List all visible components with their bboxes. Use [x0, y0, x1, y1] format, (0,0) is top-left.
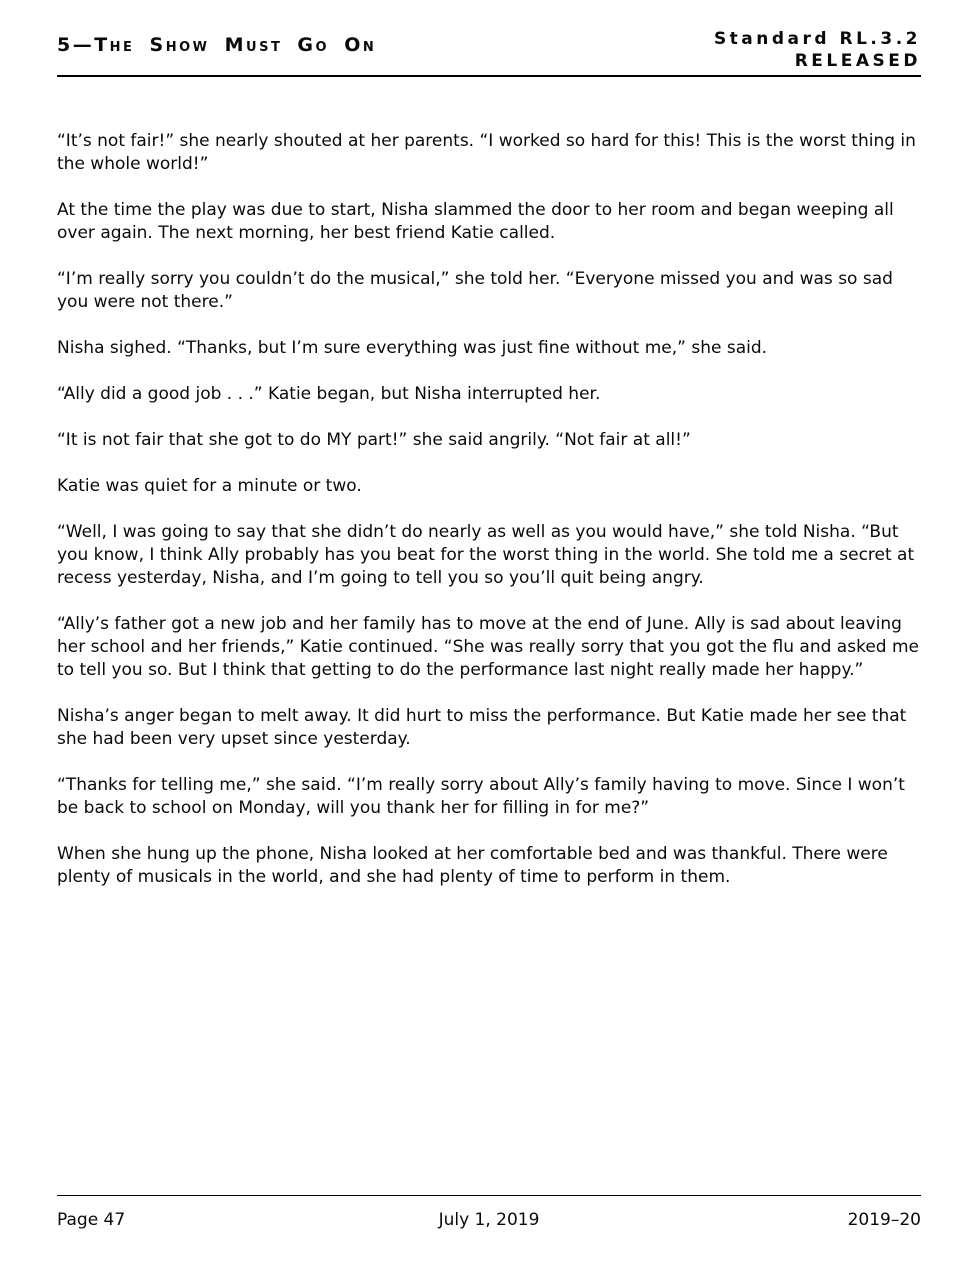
footer-school-year: 2019–20 [847, 1210, 921, 1230]
released-label: RELEASED [794, 51, 921, 71]
header-right-block [714, 28, 921, 72]
passage-paragraph: “Well, I was going to say that she didn’t do nearly as well as you would have,” she told Nisha. “But you know, I think Ally probably has you beat for the worst thing in the world. She told me a secret at recess yesterday, Nisha, and I’m going to tell you so you’ll quit being angry. [57, 522, 915, 588]
passage-paragraph: “Ally did a good job . . .” Katie began, but Nisha interrupted her. [57, 384, 601, 404]
passage-paragraph: “Ally’s father got a new job and her family has to move at the end of June. Ally is sad about leaving her school and her friends,” Katie continued. “She was really sorry that you got the flu and asked me to tell you so. But I think that getting to do the performance last night really made her happy.” [57, 614, 919, 680]
passage-paragraph: “It is not fair that she got to do MY part!” she said angrily. “Not fair at all!” [57, 430, 691, 450]
page-number: Page 47 [57, 1210, 126, 1230]
passage-paragraph: When she hung up the phone, Nisha looked at her comfortable bed and was thankful. There were plenty of musicals in the world, and she had plenty of time to perform in them. [57, 844, 888, 887]
passage-paragraph: Katie was quiet for a minute or two. [57, 476, 362, 496]
footer-date: July 1, 2019 [438, 1210, 540, 1230]
page-footer [57, 1195, 921, 1232]
passage-title: 5—The Show Must Go On [57, 34, 377, 56]
passage-paragraph: “It’s not fair!” she nearly shouted at her parents. “I worked so hard for this! This is the worst thing in the whole world!” [57, 131, 916, 174]
header-rule [57, 75, 921, 77]
passage-paragraph: At the time the play was due to start, Nisha slammed the door to her room and began weeping all over again. The next morning, her best friend Katie called. [57, 200, 894, 243]
footer-row [57, 1196, 921, 1232]
passage-paragraph: “Thanks for telling me,” she said. “I’m really sorry about Ally’s family having to move. Since I won’t be back to school on Monday, will you thank her for filling in for me?” [57, 775, 905, 818]
passage-paragraph: “I’m really sorry you couldn’t do the musical,” she told her. “Everyone missed you and was so sad you were not there.” [57, 269, 893, 312]
standard-label: Standard RL.3.2 [713, 29, 921, 49]
page-header [57, 28, 921, 72]
passage-paragraph: Nisha’s anger began to melt away. It did hurt to miss the performance. But Katie made her see that she had been very upset since yesterday. [57, 706, 907, 749]
passage-body [57, 130, 921, 912]
passage-paragraph: Nisha sighed. “Thanks, but I’m sure everything was just fine without me,” she said. [57, 338, 768, 358]
